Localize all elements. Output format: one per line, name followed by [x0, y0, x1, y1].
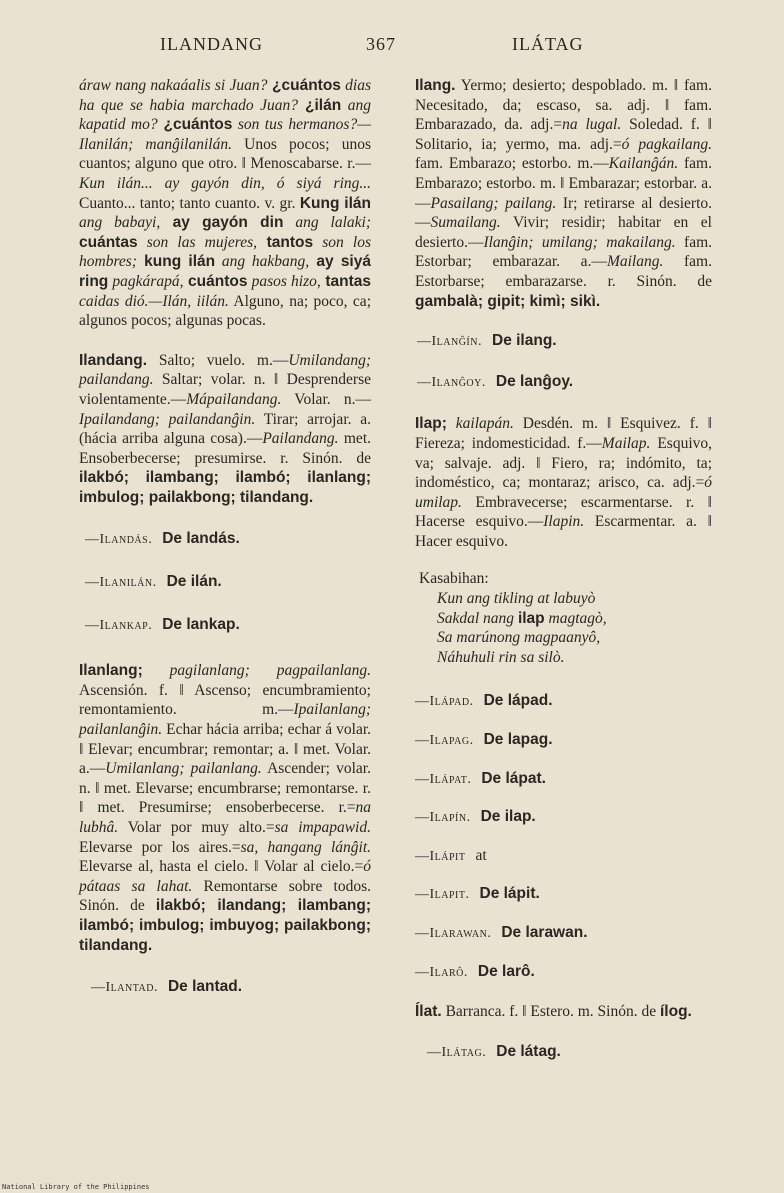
header-left-word: ILANDANG: [160, 34, 263, 54]
headword: Ilang.: [415, 77, 456, 94]
cross-reference: —Ilanĝoy. De lanĝoy.: [417, 372, 574, 390]
library-watermark: National Library of the Philippines: [2, 1183, 150, 1191]
entry-ilat: Ílat. Barranca. f. ‖ Estero. m. Sinón. de ílog.: [415, 1003, 692, 1021]
verse-line: Kun ang tikling at labuyò: [437, 590, 596, 608]
cross-reference: —Ilápit at: [415, 846, 487, 864]
verse-line: Sakdal nang ilap magtagò,: [437, 609, 607, 627]
page-number: 367: [366, 34, 396, 54]
cross-reference: —Ilápad. De lápad.: [415, 692, 553, 710]
right-column: [415, 76, 712, 1080]
cross-reference: —Ilapín. De ilap.: [415, 808, 536, 826]
verse-line: Sa marúnong magpaanyô,: [437, 629, 601, 647]
cross-reference: —Ilápat. De lápat.: [415, 769, 546, 787]
entry-ilanlang: Ilanlang; pagilanlang; pagpailanlang. Ascensión. f. ‖ Ascenso; encumbramiento; remontamiento. m.—Ipailanlang; pailanlanĝin. Echar hácia arriba; echar á volar. ‖ Elevar; encumbrar; remontar; a. ‖ met. Volar. a.—Umilanlang; pailanlang. Ascender; volar. n. ‖ met. Elevarse; encumbrarse; remontarse. r. ‖ met. Presumirse; ensoberbecerse. r.=na lubhâ. Volar por muy alto.=sa impapawid. Elevarse por los aires.=sa, hangang lánĝit. Elevarse al, hasta el cielo. ‖ Volar al cielo.=ó pátaas sa lahat. Remontarse sobre todos. Sinón. de ilakbó; ilandang; ilambang; ilambó; imbulog; imbuyog; pailakbong; tilandang.: [79, 662, 372, 954]
entry-ilan-continued: áraw nang nakaáalis si Juan? ¿cuántos dias ha que se habia marchado Juan? ¿ilán ang kapatid mo? ¿cuántos son tus hermanos?—Ilanilán; manĝilanilán. Unos pocos; unos cuantos; alguno que otro. ‖ Menoscabarse. r.—Kun ilán... ay gayón din, ó siyá ring... Cuanto... tanto; tanto cuanto. v. gr. Kung ilán ang babayi, ay gayón din ang lalaki; cuántas son las mujeres, tantos son los hombres; kung ilán ang hakbang, ay siyá ring pagkárapá, cuántos pasos hizo, tantas caidas dió.—Ilán, iilán. Alguno, na; poco, ca; algunos pocos; algunas pocas.: [79, 77, 372, 330]
entry-ilang: Ilang. Yermo; desierto; despoblado. m. ‖ fam. Necesitado, da; escaso, sa. adj. ‖ fam. Embarazado, da. adj.=na lugal. Soledad. f. ‖ Solitario, ia; yermo, ma. adj.=ó pagkailang. fam. Embarazo; estorbo. m.—Kailanĝán. fam. Embarazo; estorbo. m. ‖ Embarazar; estorbar. a.—Pasailang; pailang. Ir; retirarse al desierto.—Sumailang. Vivir; residir; habitar en el desierto.—Ilanĝin; umilang; makailang. fam. Estorbar; embarazar. a.—Mailang. fam. Estorbarse; embarazarse. r. Sinón. de gambalà; gipit; kimì; sikì.: [415, 77, 712, 310]
cross-reference: —Ilátag. De látag.: [427, 1042, 561, 1060]
running-header: [0, 34, 784, 58]
cross-reference: —Ilarawan. De larawan.: [415, 924, 588, 941]
cross-reference: —Ilankap. De lankap.: [85, 615, 240, 633]
entry-ilap: Ilap; kailapán. Desdén. m. ‖ Esquivez. f. ‖ Fiereza; indomesticidad. f.—Mailap. Esquivo, va; salvaje. adj. ‖ Fiero, ra; indómito, ta; indoméstico, ca; montaraz; arisco, ca. adj.=ó umilap. Embravecerse; escarmentarse. r. ‖ Hacerse esquivo.—Ilapin. Escarmentar. a. ‖ Hacer esquivo.: [415, 415, 712, 550]
headword: Ilanlang;: [79, 662, 143, 680]
left-column: [79, 76, 371, 1016]
proverb-verse: [437, 589, 712, 667]
cross-reference: —Ilanilán. De ilán.: [85, 573, 222, 591]
headword: Ilap;: [415, 415, 447, 433]
cross-reference: —Ilarô. De larô.: [415, 962, 535, 980]
cross-reference: —Ilapag. De lapag.: [415, 731, 553, 749]
kasabihan-label: Kasabihan:: [419, 570, 489, 588]
cross-reference: —Ilanĝín. De ilang.: [417, 332, 557, 350]
header-right-word: ILÁTAG: [512, 34, 584, 54]
verse-line: Náhuhuli rin sa silò.: [437, 648, 565, 666]
entry-ilandang: Ilandang. Salto; vuelo. m.—Umilandang; pailandang. Saltar; volar. n. ‖ Desprenderse violentamente.—Mápailandang. Volar. n.—Ipailandang; pailandanĝin. Tirar; arrojar. a. (hácia arriba alguna cosa).—Pailandang. met. Ensoberbecerse; presumirse. r. Sinón. de ilakbó; ilambang; ilambó; ilanlang; imbulog; pailakbong; tilandang.: [79, 351, 371, 506]
cross-reference: —Ilapit. De lápit.: [415, 885, 540, 903]
headword: Ilandang.: [79, 351, 148, 369]
cross-reference: —Ilantad. De lantad.: [91, 978, 243, 996]
cross-reference: —Ilandás. De landás.: [85, 530, 240, 548]
headword: Ílat.: [415, 1003, 442, 1021]
